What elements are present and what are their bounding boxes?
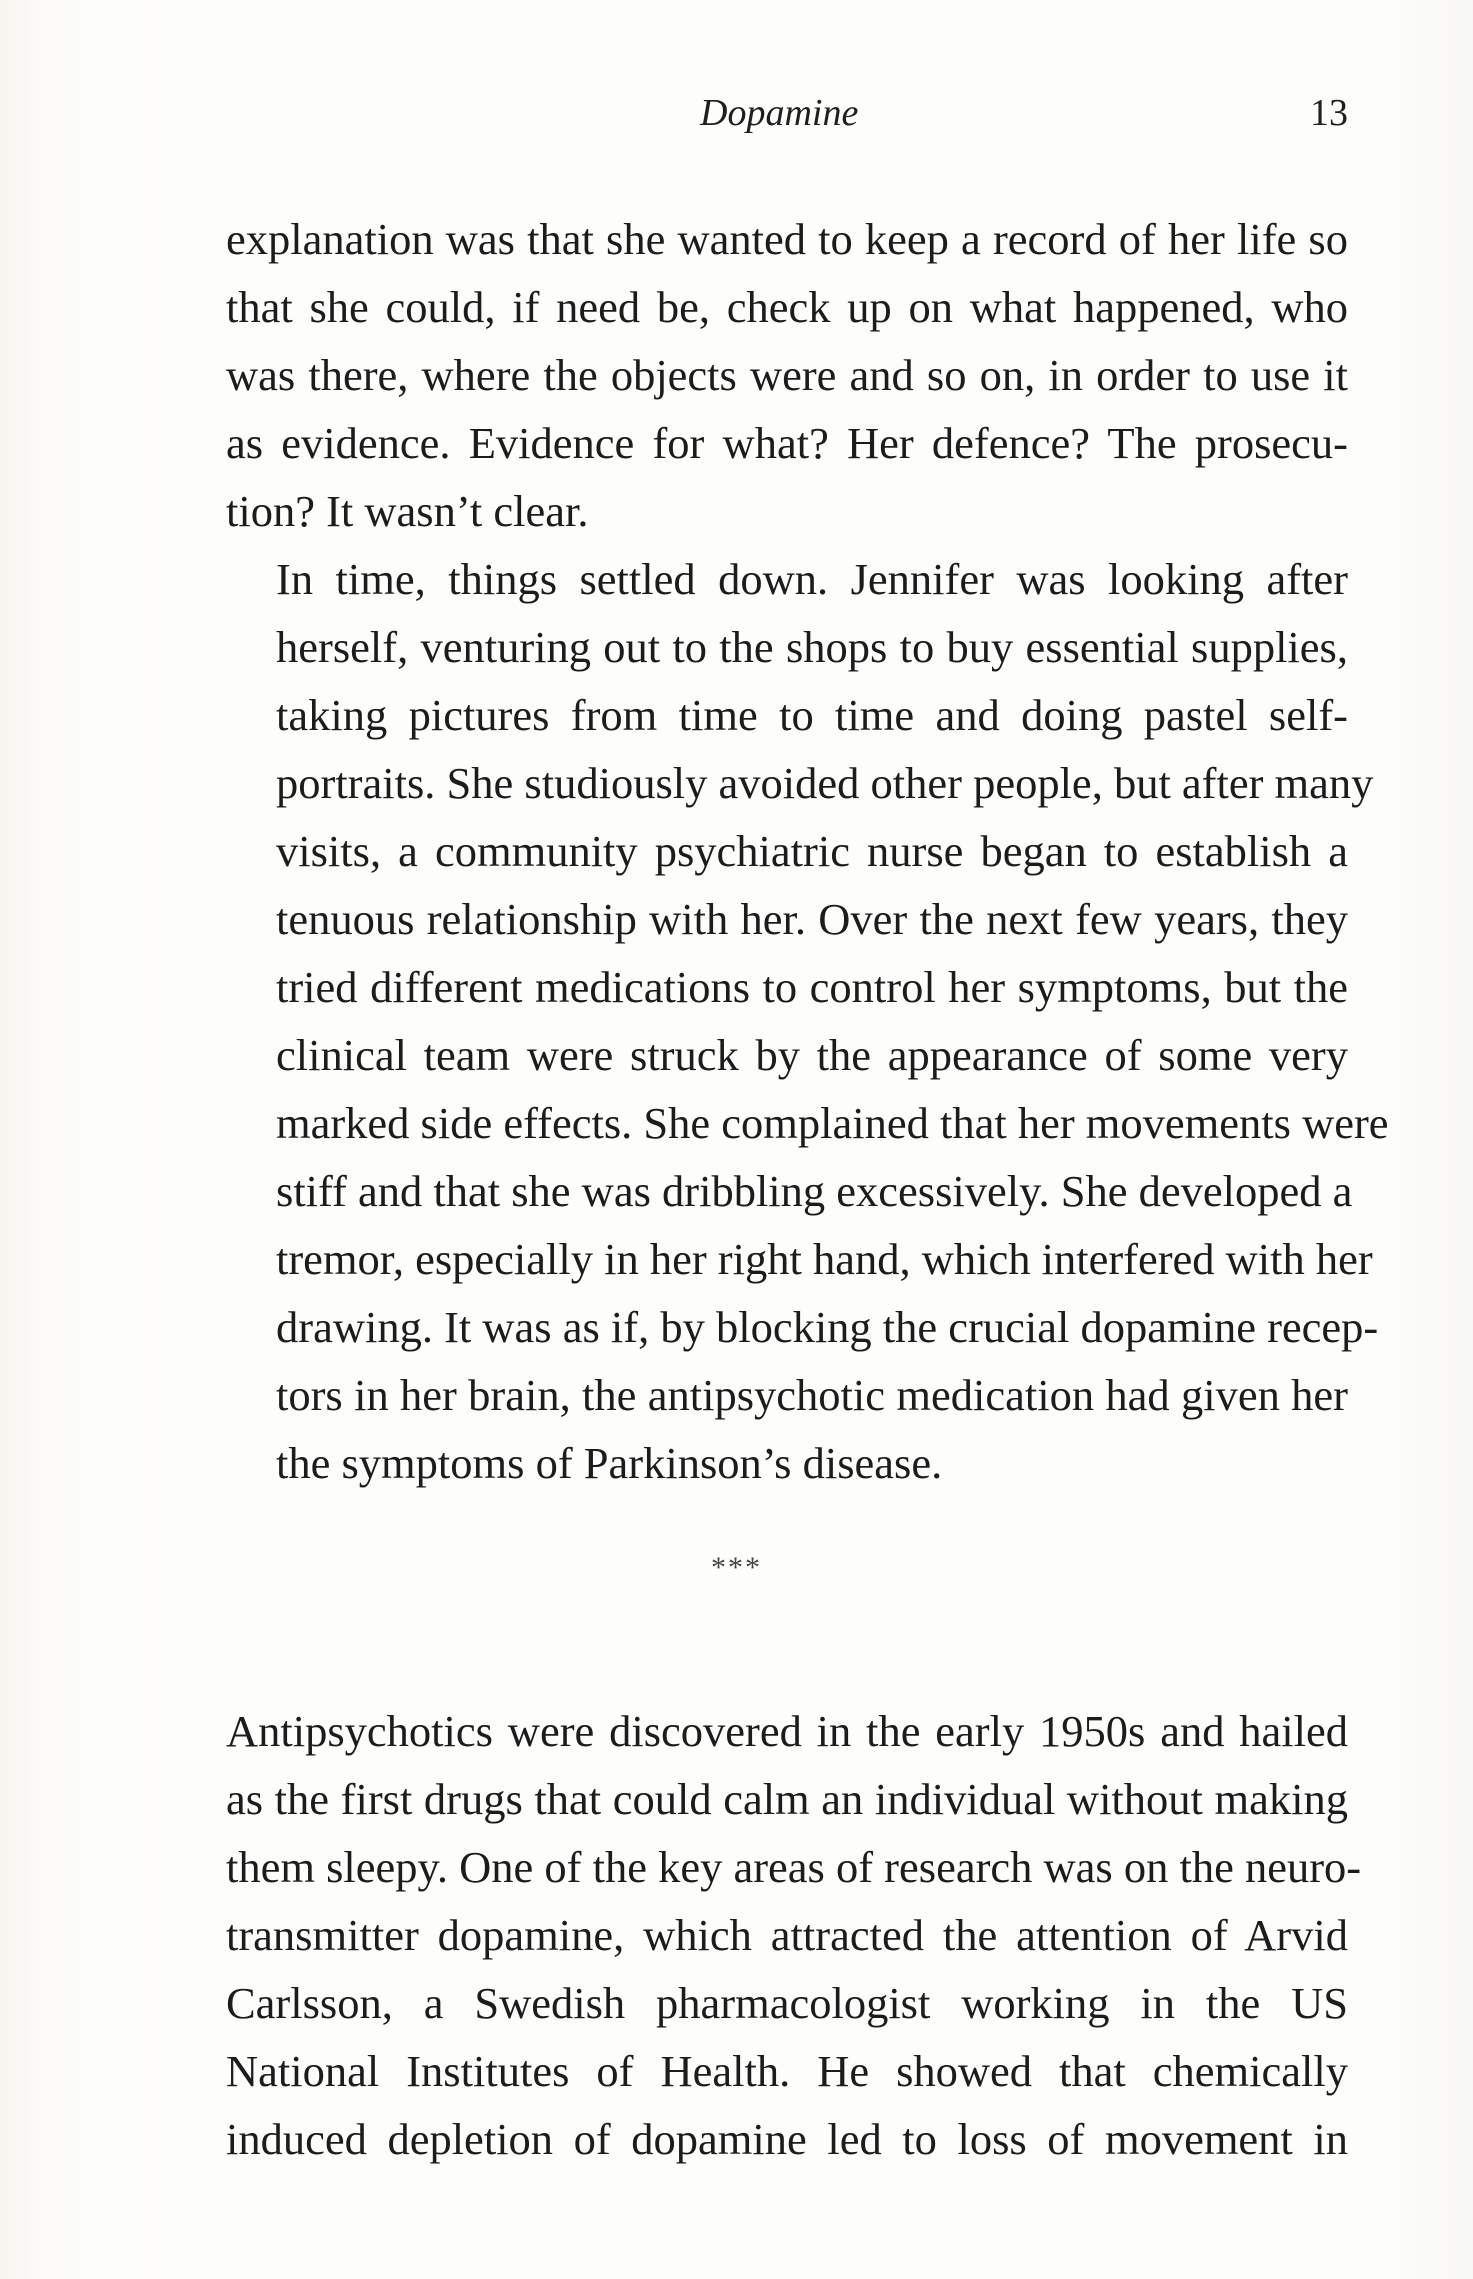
text-line: Carlsson, a Swedish pharmacologist working in the US <box>226 1978 1348 2028</box>
text-line: tors in her brain, the antipsychotic medication had given her <box>276 1370 1348 1420</box>
text-line: drawing. It was as if, by blocking the crucial dopamine recep- <box>276 1302 1379 1352</box>
text-line: them sleepy. One of the key areas of research was on the neuro- <box>226 1842 1362 1892</box>
text-line: herself, venturing out to the shops to buy essential supplies, <box>276 622 1348 672</box>
text-line: National Institutes of Health. He showed that chemically <box>226 2046 1348 2096</box>
paragraph-1 <box>226 205 1348 545</box>
text-line: marked side effects. She complained that her movements were <box>276 1098 1389 1148</box>
text-line: tremor, especially in her right hand, which interfered with her <box>276 1234 1373 1284</box>
text-line: induced depletion of dopamine led to loss of movement in <box>226 2114 1348 2164</box>
running-head <box>0 88 1473 138</box>
paragraph-3 <box>226 1697 1362 2173</box>
text-line: stiff and that she was dribbling excessively. She developed a <box>276 1166 1353 1216</box>
text-line: tion? It wasn’t clear. <box>226 486 589 536</box>
text-line: that she could, if need be, check up on what happened, who <box>226 282 1348 332</box>
text-line: tried different medications to control her symptoms, but the <box>276 962 1348 1012</box>
text-line: In time, things settled down. Jennifer was looking after <box>276 554 1348 604</box>
text-line: as the first drugs that could calm an individual without making <box>226 1774 1348 1824</box>
text-line: the symptoms of Parkinson’s disease. <box>276 1438 943 1488</box>
text-line: as evidence. Evidence for what? Her defence? The prosecu- <box>226 418 1348 468</box>
text-line: explanation was that she wanted to keep a record of her life so <box>226 214 1348 264</box>
paragraph-2 <box>226 545 1389 1497</box>
page-number: 13 <box>1310 92 1348 134</box>
running-title: Dopamine <box>700 92 859 134</box>
text-line: transmitter dopamine, which attracted the attention of Arvid <box>226 1910 1348 1960</box>
text-line: Antipsychotics were discovered in the early 1950s and hailed <box>226 1706 1348 1756</box>
text-line: visits, a community psychiatric nurse began to establish a <box>276 826 1348 876</box>
text-line: taking pictures from time to time and doing pastel self- <box>276 690 1348 740</box>
text-line: portraits. She studiously avoided other people, but after many <box>276 758 1374 808</box>
section-break: *** <box>711 1551 762 1584</box>
text-line: clinical team were struck by the appearance of some very <box>276 1030 1348 1080</box>
text-line: tenuous relationship with her. Over the next few years, they <box>276 894 1348 944</box>
text-line: was there, where the objects were and so on, in order to use it <box>226 350 1348 400</box>
